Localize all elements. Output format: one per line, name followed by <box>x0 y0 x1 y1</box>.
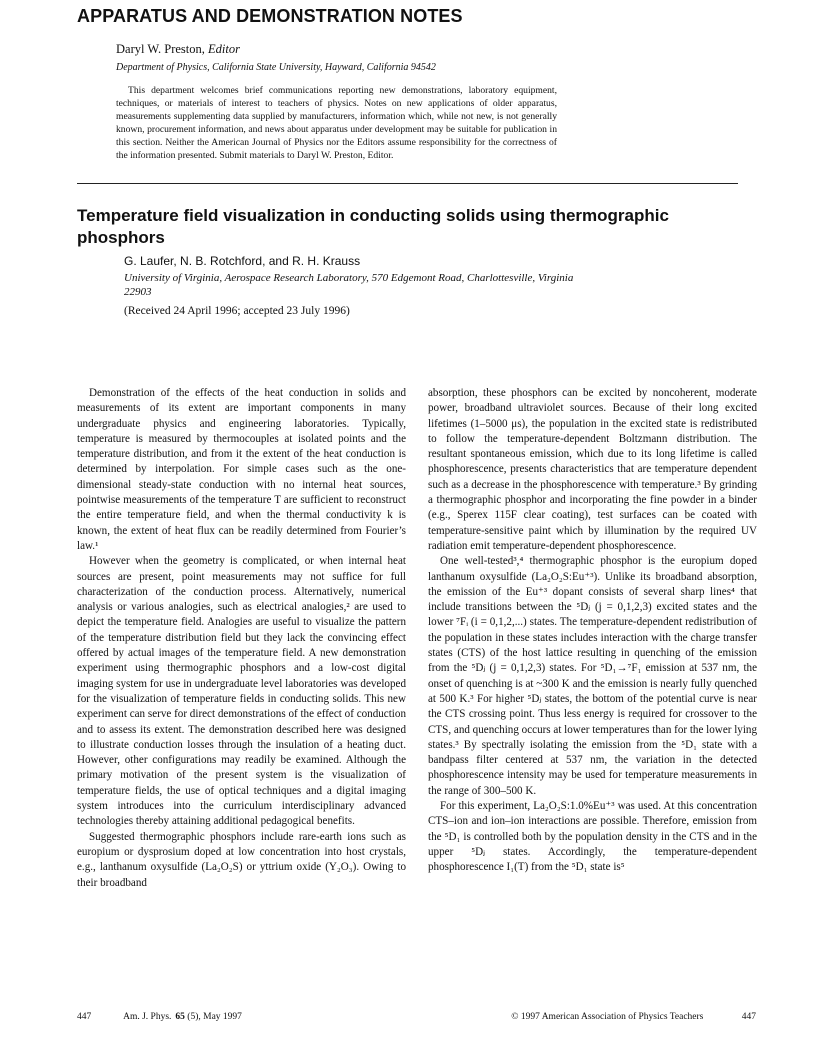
editor-affiliation: Department of Physics, California State University, Hayward, California 94542 <box>116 62 436 73</box>
copyright: © 1997 American Association of Physics Teachers <box>511 1012 704 1022</box>
page-number-left: 447 <box>77 1012 92 1022</box>
journal-issue: (5), May 1997 <box>187 1012 242 1022</box>
editor-role: Editor <box>208 42 240 56</box>
journal-citation <box>123 1012 242 1022</box>
department-note: This department welcomes brief communications reporting new demonstrations, laboratory equipment, techniques, or materials of interest to teachers of physics. Notes on new applications of older apparatus, measurements supplementing data supplied by manufacturers, information which, while not new, is not generally known, procurement information, and news about apparatus under development may be suitable for publication in this section. Neither the American Journal of Physics nor the Editors assume responsibility for the correctness of the information presented. Submit materials to Daryl W. Preston, Editor. <box>116 85 557 161</box>
paragraph: Suggested thermographic phosphors include rare-earth ions such as europium or dysprosium doped at low concentration into host crystals, e.g., lanthanum oxysulfide (La₂O₂S) or yttrium oxide (Y₂O₃). Owing to their broadband <box>77 830 406 889</box>
body-column-right <box>428 386 757 876</box>
received-dates: (Received 24 April 1996; accepted 23 July 1996) <box>124 305 350 317</box>
paragraph: However when the geometry is complicated, or when internal heat sources are present, point measurements may not suffice for full characterization of the conduction process. Alternatively, numerical analysis or various analogies, such as electrical analogies,² are used to depict the temperature field. Analogies are useful to visualize the pattern of the temperature distribution field but they lack the convincing effect offered by actual images of the temperature field. A new demonstration experiment using thermographic phosphors and a low-cost digital imaging system for use in undergraduate level laboratories was developed for the visualization of temperature fields in conducting solids. This new experiment can serve for direct demonstrations of the effect of conduction and to assess its extent. The demonstration described here was designed to illustrate conduction losses through the insulation of a heating duct. However, other configurations may readily be examined. Although the primary motivation of the present system is the visualization of temperature fields, the use of optical techniques and a digital imaging system introduces into the curriculum interdisciplinary advanced technologies thereby attaining additional pedagogical benefits. <box>77 555 406 828</box>
paragraph: Demonstration of the effects of the heat conduction in solids and measurements of its extent are important components in many undergraduate physics and engineering laboratories. Typically, temperature is measured by thermocouples at isolated points and the temperature distribution, and from it the extent of the heat conduction is determined by interpolation. For simple cases such as the one-dimensional steady-state conduction with no internal heat sources, pointwise measurements of the temperature T are sufficient to reconstruct the entire temperature field, and when the thermal conductivity k is known, the extent of heat flux can be readily determined from Fourier’s law.¹ <box>77 387 406 552</box>
paragraph: For this experiment, La₂O₂S:1.0%Eu⁺³ was used. At this concentration CTS–ion and ion–ion interactions are possible. Therefore, emission from the ⁵D₁ is controlled both by the population density in the CTS and in the upper ⁵Dⱼ states. Accordingly, the temperature-dependent phosphorescence I₁(T) from the ⁵D₁ state is⁵ <box>428 800 757 874</box>
body-column-left <box>77 386 406 891</box>
paragraph: One well-tested³,⁴ thermographic phosphor is the europium doped lanthanum oxysulfide (La₂O₂S:Eu⁺³). Unlike its broadband absorption, the emission of the Eu⁺³ dopant consists of several sharp lines⁴ that include transitions between the ⁵Dⱼ (j = 0,1,2,3) excited states and the lower ⁷Fᵢ (i = 0,1,2,...) states. The temperature-dependent redistribution of the population in these states includes interaction with the charge transfer states (CTS) of the host lattice resulting in quenching of the emission from the ⁵Dⱼ (j = 0,1,2,3) states. For ⁵D₁→⁷F₁ emission at 537 nm, the onset of quenching is at ~300 K and the emission is nearly fully quenched at 500 K.³ For higher ⁵Dⱼ states, the bottom of the potential curve is near the CTS crossing point. Thus less energy is required for crossover to the CTS, and quenching occurs at lower temperatures than for the lower lying states.³ By spectrally isolating the emission from the ⁵D₁ state with a bandpass filter centered at 537 nm, the variation in the detected phosphorescence intensity may be used for temperature measurements in the range of 300–500 K. <box>428 555 758 797</box>
section-heading: APPARATUS AND DEMONSTRATION NOTES <box>77 6 463 26</box>
header-rule <box>77 183 738 184</box>
journal-prefix: Am. J. Phys. <box>123 1012 172 1022</box>
article-affiliation: University of Virginia, Aerospace Research Laboratory, 570 Edgemont Road, Charlottesville, Virginia 22903 <box>124 272 574 298</box>
footer-left <box>77 1012 272 1022</box>
paragraph: absorption, these phosphors can be excited by noncoherent, moderate power, broadband ultraviolet sources. Because of their long excited lifetimes (1–5000 μs), the population in the excited state is redistributed to follow the temperature-dependent Boltzmann distribution. The resultant spontaneous emission, which due to its long lifetime is called phosphorescence, presents characteristics that are temperature dependent such as a decrease in the phosphorescence with temperature.³ By grinding a thermographic phosphor and incorporating the fine powder in a binder (e.g., Sperex 115F clear coating), test surfaces can be coated with temperature-sensitive paint which by illumination by the required UV radiation emit temperature-dependent phosphorescence. <box>428 387 757 552</box>
page-number-right: 447 <box>741 1012 756 1022</box>
editor-name: Daryl W. Preston, <box>116 42 205 56</box>
article-title: Temperature field visualization in conducting solids using thermographic phosphors <box>77 206 669 247</box>
article-authors: G. Laufer, N. B. Rotchford, and R. H. Krauss <box>124 254 361 268</box>
editor-line <box>116 42 240 57</box>
footer-right <box>511 1012 756 1022</box>
journal-volume: 65 <box>175 1012 185 1022</box>
